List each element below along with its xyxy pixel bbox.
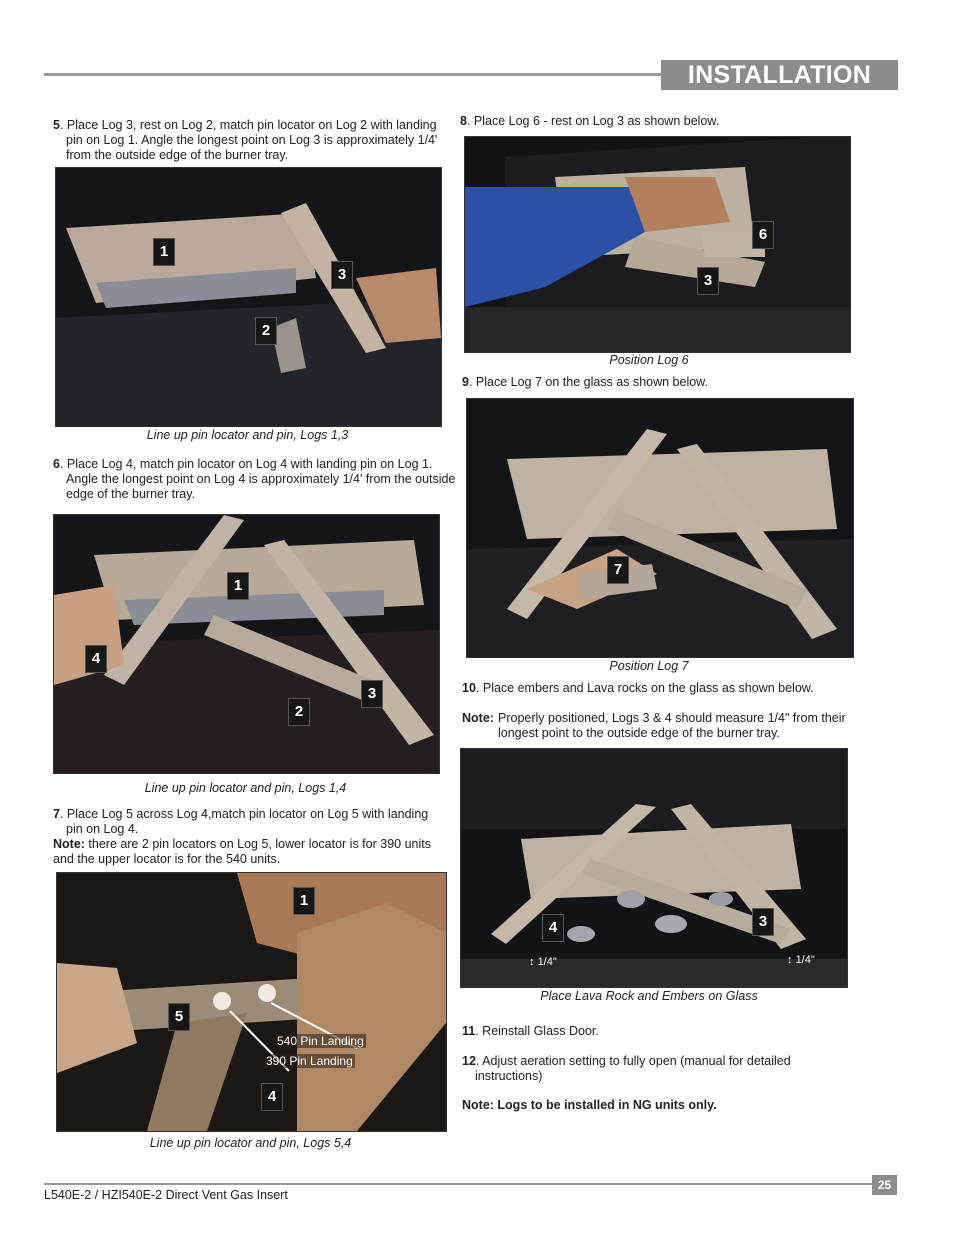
step-12 [462, 1054, 860, 1084]
photo-caption: Line up pin locator and pin, Logs 1,3 [146, 428, 349, 442]
photo-log-7 [466, 398, 854, 658]
photo-log-6-image [465, 137, 850, 352]
measurement-right: ↕ 1/4" [787, 954, 815, 966]
photo-logs-5-4 [56, 872, 447, 1132]
pin-390-label: 390 Pin Landing [266, 1054, 353, 1068]
photo-logs-1-3-image [56, 168, 441, 426]
photo-log-6 [464, 136, 851, 353]
footer-rule [44, 1183, 872, 1185]
step-text: . Reinstall Glass Door. [475, 1024, 599, 1038]
log-label: 4 [542, 914, 564, 942]
log-label: 2 [255, 317, 277, 345]
step-10 [462, 681, 882, 696]
photo-caption: Line up pin locator and pin, Logs 5,4 [149, 1136, 352, 1150]
log-label: 3 [331, 261, 353, 289]
photo-logs-5-4-image [57, 873, 446, 1131]
step-number: 12 [462, 1054, 476, 1068]
step-7 [53, 807, 443, 867]
section-title: INSTALLATION [661, 60, 898, 90]
photo-logs-1-3 [55, 167, 442, 427]
log-label: 3 [697, 267, 719, 295]
measurement-left-text: 1/4" [537, 956, 557, 968]
step-number: 10 [462, 681, 476, 695]
step-text: . Place embers and Lava rocks on the glass as shown below. [475, 681, 814, 695]
measurement-left: ↕ 1/4" [529, 956, 557, 968]
pin-540-label: 540 Pin Landing [277, 1034, 364, 1048]
photo-logs-1-4-image [54, 515, 439, 773]
step-text: . Place Log 7 on the glass as shown below. [468, 375, 708, 389]
log-label: 4 [261, 1083, 283, 1111]
header-rule [44, 73, 661, 76]
step-number: 6 [53, 457, 60, 471]
photo-lava-rock-image [461, 749, 847, 987]
step-number: 8 [460, 114, 467, 128]
photo-caption: Place Lava Rock and Embers on Glass [540, 989, 758, 1003]
step-text: . Place Log 6 - rest on Log 3 as shown below. [466, 114, 720, 128]
log-label: 3 [361, 680, 383, 708]
photo-caption: Position Log 7 [609, 659, 689, 673]
photo-log-7-image [467, 399, 853, 657]
step-8 [460, 114, 880, 129]
step-text: . Adjust aeration setting to fully open (manual for detailed instructions) [475, 1054, 791, 1083]
final-note: Note: Logs to be installed in NG units only. [462, 1098, 717, 1112]
log-label: 5 [168, 1003, 190, 1031]
log-label: 7 [607, 556, 629, 584]
page-number: 25 [872, 1175, 897, 1195]
measurement-right-text: 1/4" [795, 954, 815, 966]
log-label: 3 [752, 908, 774, 936]
note-measure [462, 711, 852, 741]
log-label: 2 [288, 698, 310, 726]
photo-caption: Line up pin locator and pin, Logs 1,4 [144, 781, 347, 795]
step-5 [53, 118, 456, 163]
photo-logs-1-4 [53, 514, 440, 774]
log-label: 6 [752, 221, 774, 249]
photo-caption: Position Log 6 [609, 353, 689, 367]
log-label: 1 [153, 238, 175, 266]
step-number: 9 [462, 375, 469, 389]
step-9 [462, 375, 882, 390]
log-label: 1 [227, 572, 249, 600]
step-number: 11 [462, 1024, 476, 1038]
note-text: Properly positioned, Logs 3 & 4 should measure 1/4" from their longest point to the outside edge of the burner tray. [498, 711, 846, 740]
log-label: 4 [85, 645, 107, 673]
step-text: . Place Log 5 across Log 4,match pin locator on Log 5 with landing pin on Log 4. [59, 807, 429, 836]
note-label: Note: [53, 837, 85, 851]
footer-model: L540E-2 / HZI540E-2 Direct Vent Gas Insert [44, 1188, 288, 1202]
photo-lava-rock [460, 748, 848, 988]
step-number: 5 [53, 118, 60, 132]
step-6 [53, 457, 456, 502]
note-label: Note: [462, 711, 494, 725]
step-11 [462, 1024, 882, 1039]
step-text: . Place Log 4, match pin locator on Log 4 with landing pin on Log 1. Angle the longest point on Log 4 is approximately 1/4' from the outside edge of the burner tray. [59, 457, 456, 501]
note-text: there are 2 pin locators on Log 5, lower locator is for 390 units and the upper locator is for the 540 units. [53, 837, 431, 866]
log-label: 1 [293, 887, 315, 915]
step-number: 7 [53, 807, 60, 821]
step-text: . Place Log 3, rest on Log 2, match pin locator on Log 2 with landing pin on Log 1. Angle the longest point on Log 3 is approximately 1/4' from the outside edge of the burner tray. [59, 118, 438, 162]
